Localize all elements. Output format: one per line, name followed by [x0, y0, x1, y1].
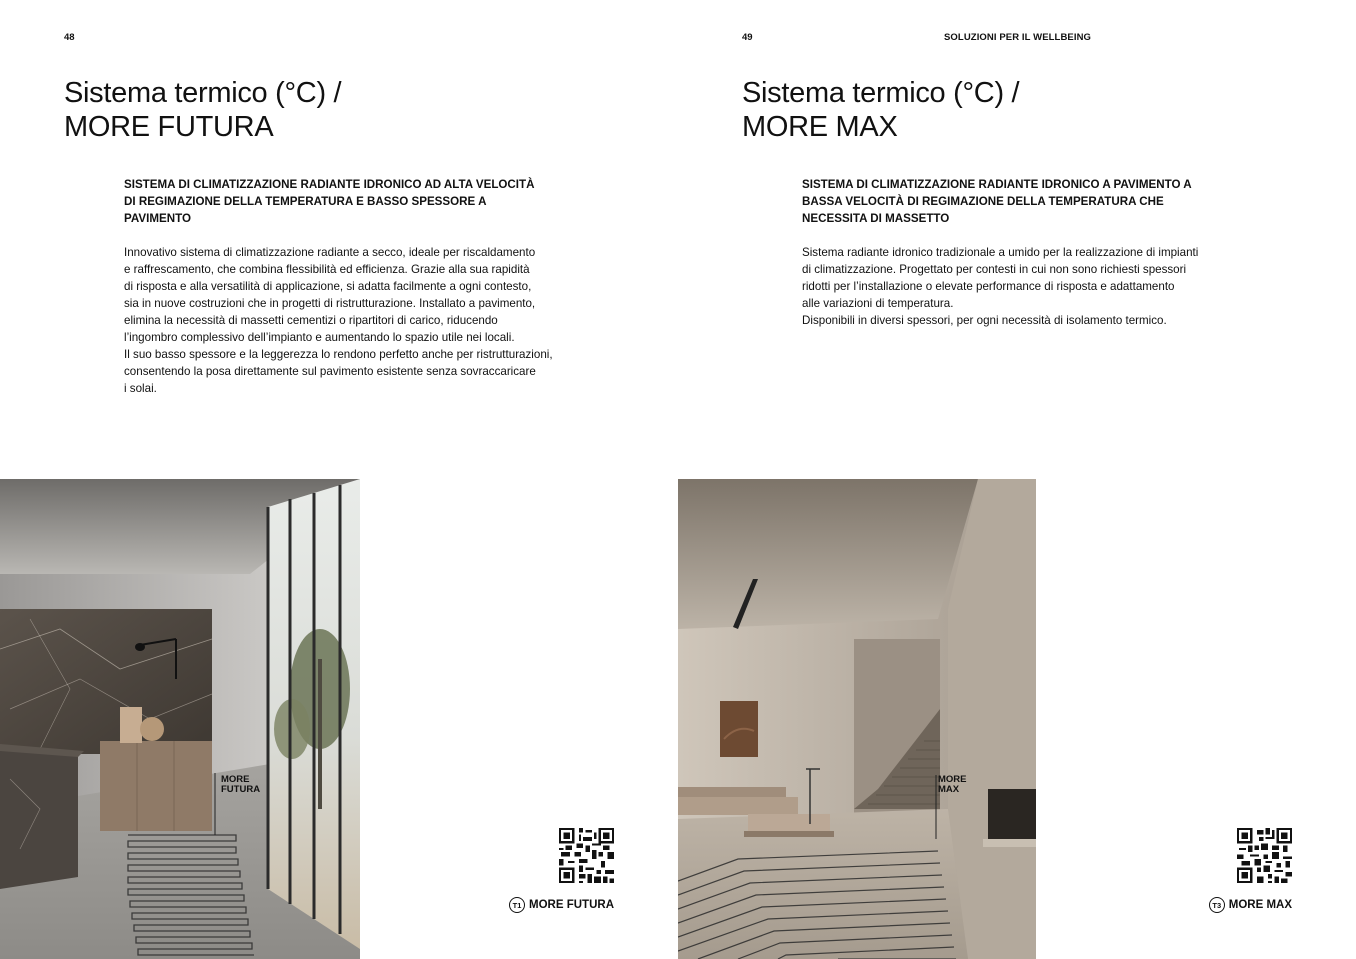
body-line: consentendo la posa direttamente sul pavimento esistente senza sovraccaricare: [124, 365, 536, 378]
product-caption-left: [509, 897, 614, 913]
body-line: alle variazioni di temperatura.: [802, 297, 954, 310]
subtitle-left: SISTEMA DI CLIMATIZZAZIONE RADIANTE IDRONICO AD ALTA VELOCITÀ DI REGIMAZIONE DELLA TEMPERATURA E BASSO SPESSORE A PAVIMENTO: [124, 178, 535, 225]
right-page: [678, 0, 1356, 959]
page-title-left: [64, 76, 341, 144]
title-line-1: Sistema termico (°C) /: [742, 77, 1020, 109]
body-text-right: [802, 244, 1242, 329]
product-name: MORE MAX: [1228, 899, 1292, 911]
photo-tag-more-max: [938, 775, 967, 794]
photo-tag-line-1: MORE: [221, 774, 250, 785]
body-line: sia in nuove costruzioni che in progetti di ristrutturazione. Installato a pavimento,: [124, 297, 536, 310]
title-line-2: MORE MAX: [742, 111, 898, 143]
section-header: SOLUZIONI PER IL WELLBEING: [944, 32, 1092, 43]
qr-code-icon[interactable]: [559, 828, 614, 883]
body-line: Disponibili in diversi spessori, per ogni necessità di isolamento termico.: [802, 314, 1167, 327]
body-line: Innovativo sistema di climatizzazione radiante a secco, ideale per riscaldamento: [124, 246, 536, 259]
page-number-right: 49: [742, 32, 753, 43]
qr-code-icon[interactable]: [1237, 828, 1292, 883]
body-line: e raffrescamento, che combina flessibilità ed efficienza. Grazie alla sua rapidità: [124, 263, 530, 276]
subtitle-right: SISTEMA DI CLIMATIZZAZIONE RADIANTE IDRONICO A PAVIMENTO A BASSA VELOCITÀ DI REGIMAZIONE DELLA TEMPERATURA CHE NECESSITA DI MASSETTO: [802, 178, 1192, 225]
page-number-left: 48: [64, 32, 75, 43]
body-line: l’ingombro complessivo dell’impianto e aumentando lo spazio utile nei locali.: [124, 331, 515, 344]
product-caption-right: [1209, 897, 1292, 913]
photo-tag-line-2: MAX: [938, 783, 960, 795]
page-title-right: [742, 76, 1019, 144]
kitchen-interior-photo: [0, 479, 360, 959]
product-name: MORE FUTURA: [529, 899, 614, 911]
body-line: Sistema radiante idronico tradizionale a umido per la realizzazione di impianti: [802, 246, 1199, 259]
body-text-left: [124, 244, 564, 397]
body-line: i solai.: [124, 382, 157, 395]
body-line: elimina la necessità di massetti cementizi o ripartitori di carico, riducendo: [124, 314, 498, 327]
product-badge: T3: [1209, 897, 1225, 913]
photo-tag-line-1: MORE: [938, 774, 967, 785]
body-line: Il suo basso spessore e la leggerezza lo rendono perfetto anche per ristrutturazioni,: [124, 348, 553, 361]
photo-tag-line-2: FUTURA: [221, 783, 261, 795]
body-line: di climatizzazione. Progettato per contesti in cui non sono richiesti spessori: [802, 263, 1187, 276]
living-room-interior-photo: [678, 479, 1036, 959]
photo-tag-more-futura: [221, 775, 260, 794]
body-line: ridotti per l’installazione o elevate performance di risposta e adattamento: [802, 280, 1175, 293]
title-line-2: MORE FUTURA: [64, 111, 274, 143]
product-badge: T1: [509, 897, 525, 913]
title-line-1: Sistema termico (°C) /: [64, 77, 342, 109]
body-line: di risposta e alla versatilità di applicazione, si adatta facilmente a ogni contesto,: [124, 280, 532, 293]
